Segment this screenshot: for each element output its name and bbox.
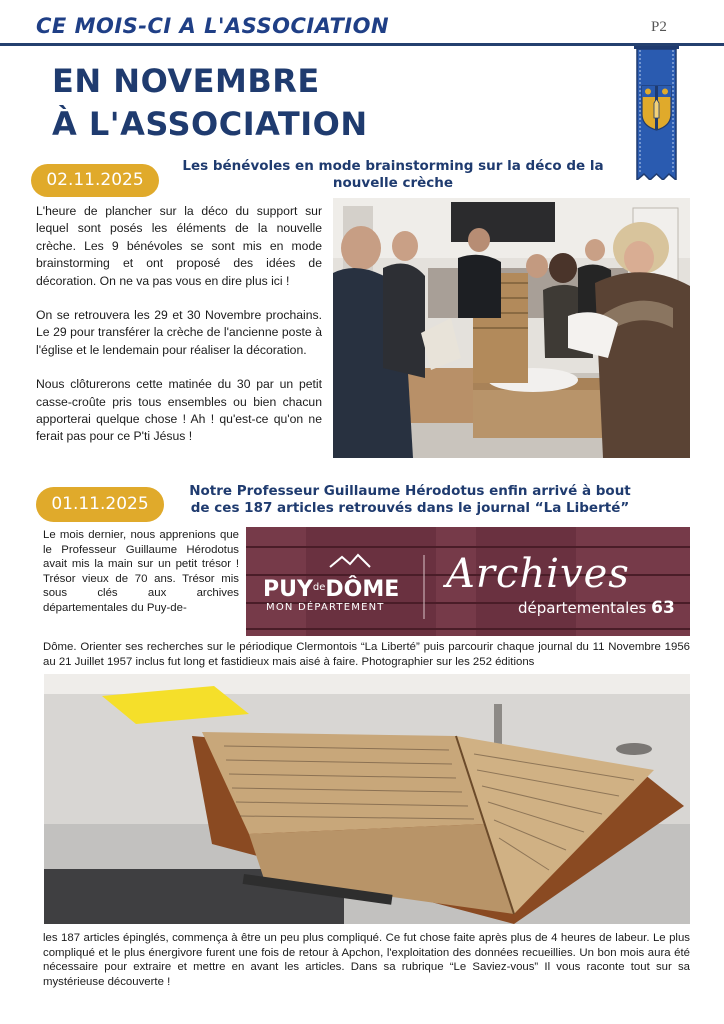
logo-puy: PUY: [263, 577, 313, 602]
logo-number: 63: [651, 598, 675, 618]
logo-departementales: [518, 598, 675, 618]
article2-headline: [170, 483, 650, 517]
puy-de-dome-wordmark: [263, 577, 399, 602]
page-title-line1: EN NOVEMBRE: [52, 62, 320, 100]
article2-headline-line2: de ces 187 articles retrouvés dans le journal “La Liberté”: [190, 500, 630, 516]
article2-date-badge: 01.11.2025: [36, 487, 164, 522]
newspaper-register-photo: [44, 674, 690, 924]
article2-headline-line1: Notre Professeur Guillaume Hérodotus enfin arrivé à bout: [189, 483, 631, 499]
section-header-title: CE MOIS-CI A L'ASSOCIATION: [36, 14, 390, 38]
logo-departementales-text: départementales: [518, 599, 647, 617]
heraldic-banner-icon: [634, 46, 679, 180]
article1-date-badge: 02.11.2025: [31, 164, 159, 197]
article2-intro: Le mois dernier, nous apprenions que le Professeur Guillaume Hérodotus avait mis la main sur un petit trésor ! Trésor vieux de 70 ans. Trésor mis sous clés aux archives départementales du Puy-de-: [43, 529, 239, 614]
volunteers-photo: [333, 198, 690, 458]
page-title-line2: À L'ASSOCIATION: [52, 105, 368, 143]
logo-subtitle: MON DÉPARTEMENT: [266, 602, 385, 613]
article2-continued: Dôme. Orienter ses recherches sur le périodique Clermontois “La Liberté” puis parcourir chaque journal du 11 Novembre 1956 au 21 Juillet 1957 inclus fut long et fastidieux mais aisé à faire. Photographier sur les 252 éditions: [43, 641, 690, 668]
article1-paragraph: On se retrouvera les 29 et 30 Novembre prochains. Le 29 pour transférer la crèche de l'ancienne poste à l'église et le lendemain pour réaliser la décoration.: [36, 308, 322, 357]
article1-paragraph: L'heure de plancher sur la déco du support sur lequel sont posés les éléments de la nouvelle crèche. Les 9 bénévoles se sont mis en mode brainstorming et ont proposé des idées de décoration. On ne va pas vous en dire plus ici !: [36, 204, 322, 288]
header-rule: [0, 43, 724, 46]
article1-headline-line2: nouvelle crèche: [332, 175, 454, 191]
article1-headline-line1: Les bénévoles en mode brainstorming sur la déco de la: [182, 158, 604, 174]
logo-dome: DÔME: [325, 577, 400, 602]
logo-de: de: [312, 582, 326, 593]
page-number: P2: [651, 19, 667, 35]
article1-paragraph: Nous clôturerons cette matinée du 30 par un petit casse-croûte pris tous ensembles ou bien chacun apporterai quelque chose ! Ah ! qu'est-ce qu'on ne ferait pas pour ce P'ti Jésus !: [36, 377, 322, 444]
logo-archives-script: Archives: [446, 551, 630, 597]
article1-headline: [164, 158, 622, 192]
archives-logo-banner: [246, 527, 690, 636]
article2-closing: les 187 articles épinglés, commença à être un peu plus compliqué. Ce fut chose faite après plus de 4 heures de labeur. Le plus compliqué et le plus énergivore furent une fois de retour à Apchon, l'exploitation des données recueillies. Un bon mois aura été nécessaire pour extraire et mettre en avant les articles. Dans sa rubrique “Le Saviez-vous” Il vous raconte tout sur sa mystérieuse découverte !: [43, 932, 690, 988]
article1-body: [36, 203, 322, 463]
page-title: [52, 60, 368, 146]
